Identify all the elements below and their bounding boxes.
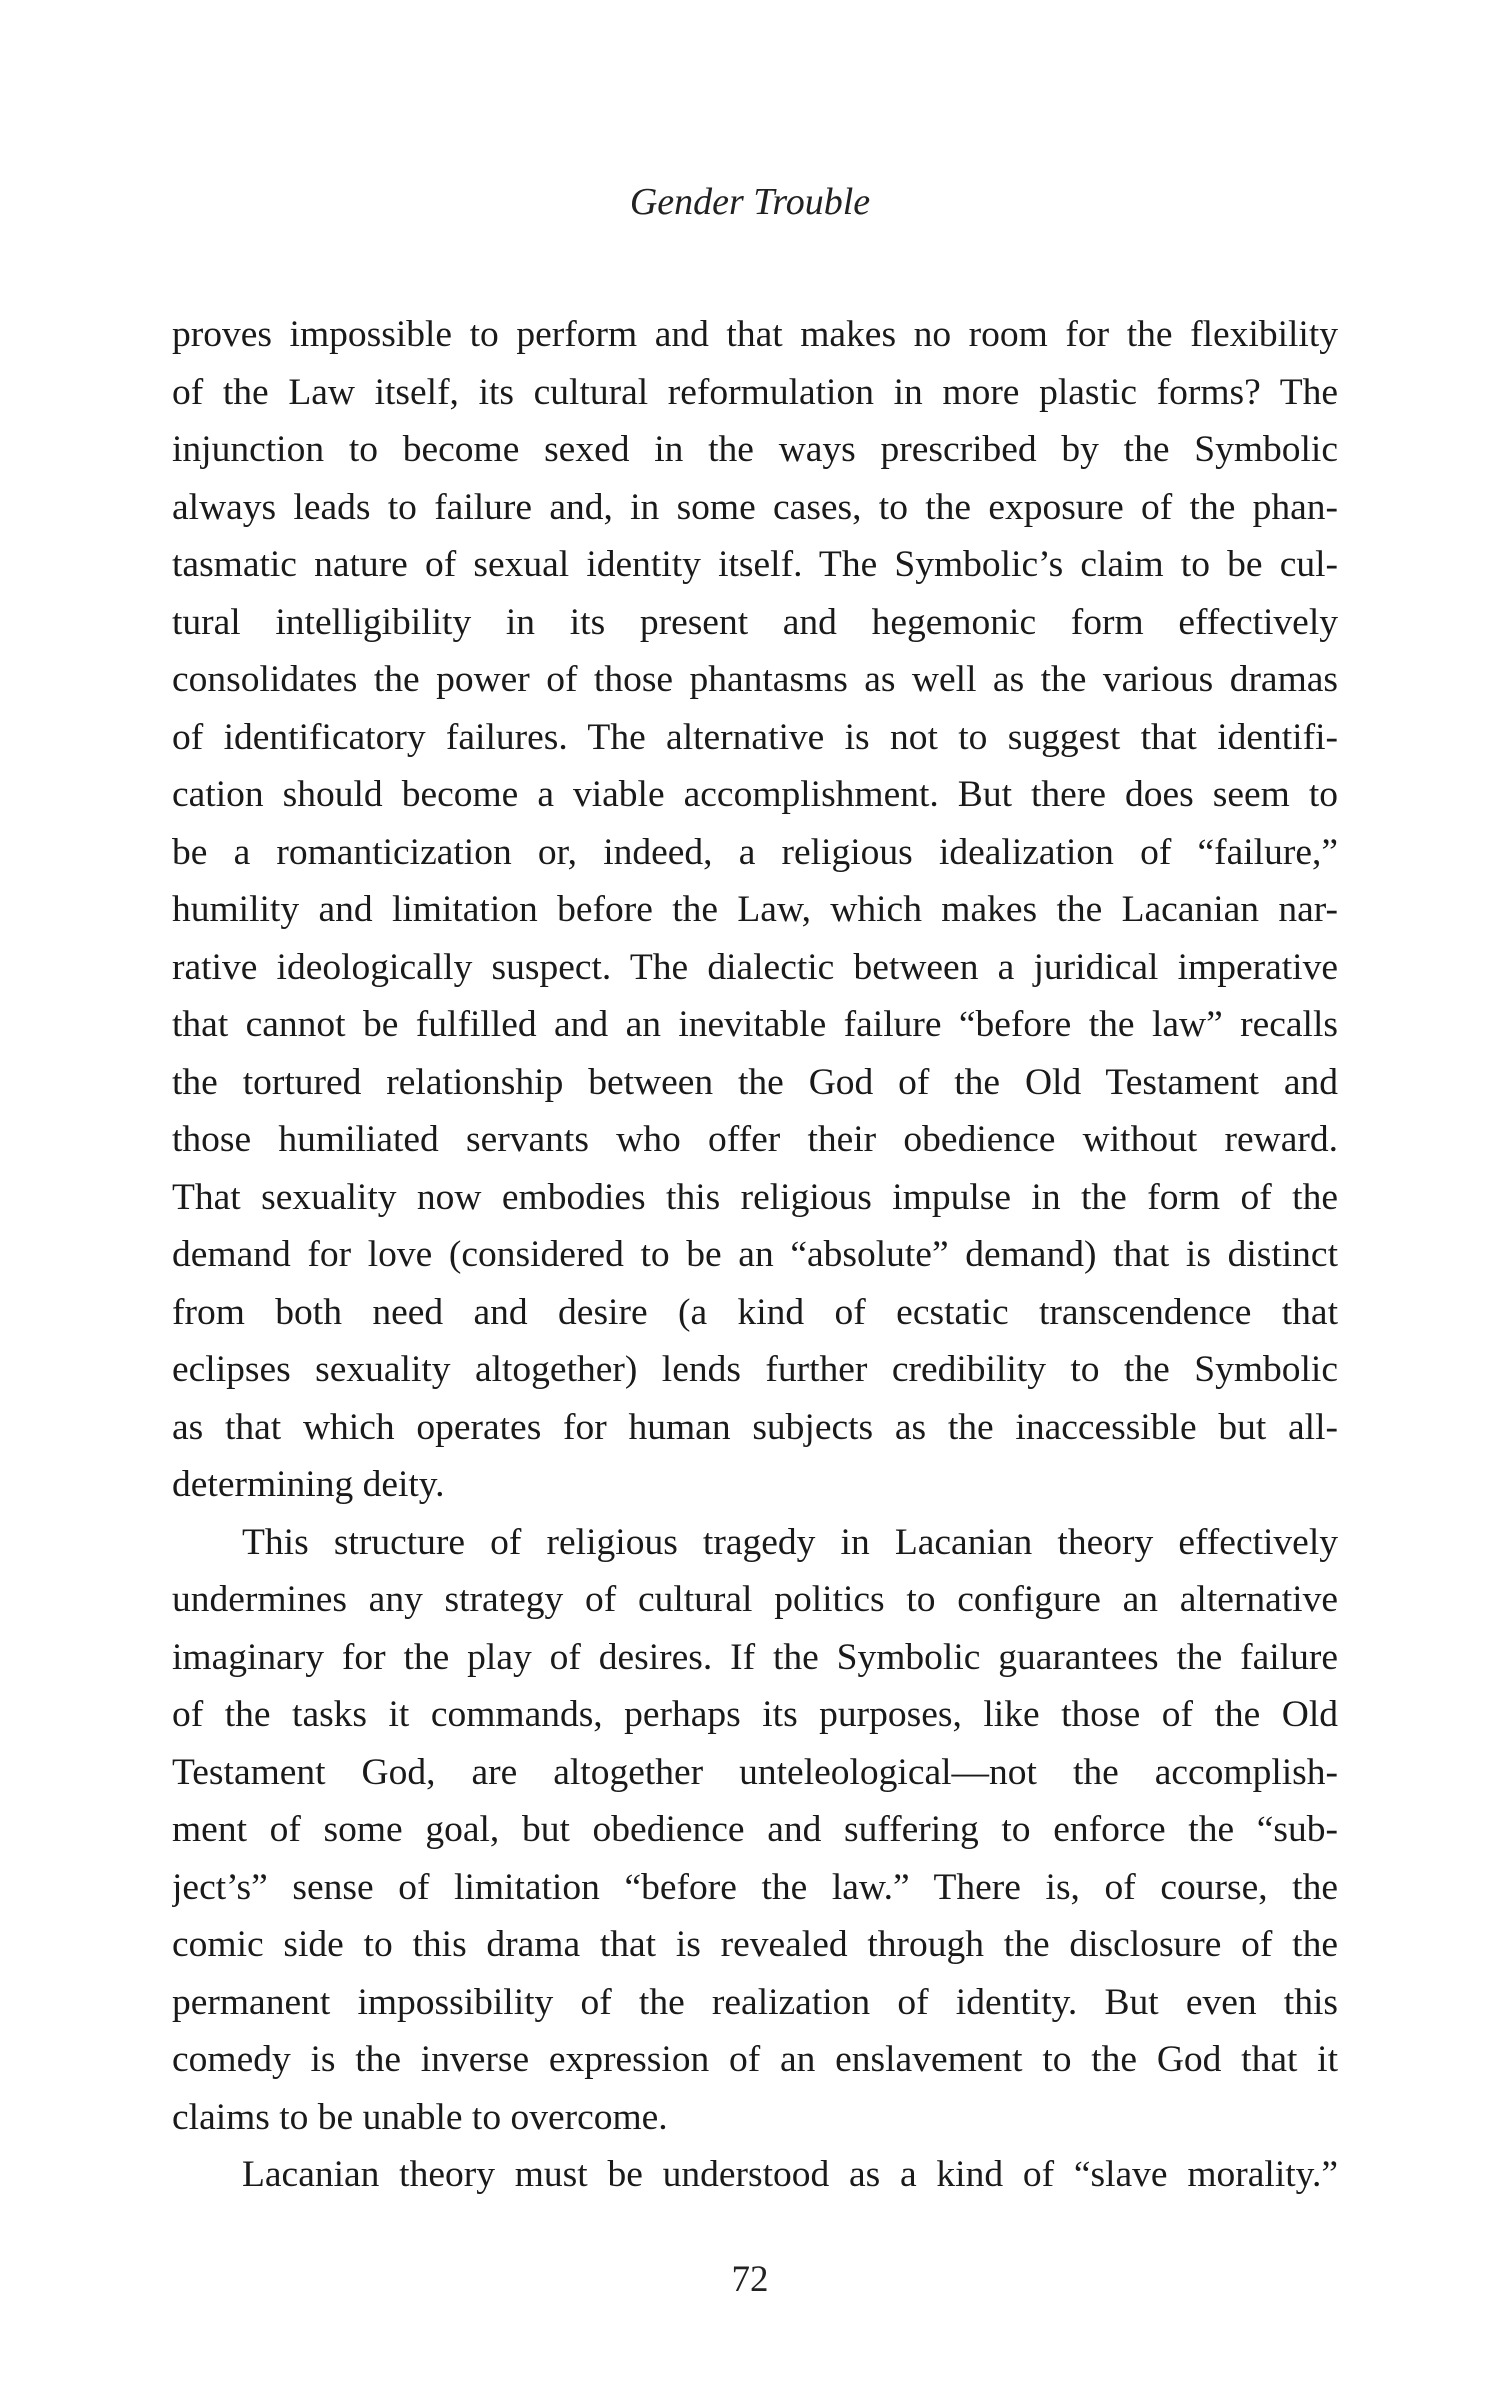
text-line: as that which operates for human subjects as the inaccessible but all- <box>172 1406 1338 1448</box>
text-line: always leads to failure and, in some cases, to the exposure of the phan- <box>172 486 1338 528</box>
body-text <box>172 306 1338 2204</box>
text-line: imaginary for the play of desires. If the Symbolic guarantees the failure <box>172 1636 1338 1678</box>
text-line: proves impossible to perform and that makes no room for the flexibility <box>172 314 1338 355</box>
text-line: tural intelligibility in its present and hegemonic form effectively <box>172 601 1338 643</box>
text-line: ment of some goal, but obedience and suffering to enforce the “sub- <box>172 1809 1338 1850</box>
text-line: humility and limitation before the Law, which makes the Lacanian nar- <box>172 889 1338 930</box>
text-line: that cannot be fulfilled and an inevitable failure “before the law” recalls <box>172 1004 1338 1045</box>
text-line: consolidates the power of those phantasms as well as the various dramas <box>172 659 1338 700</box>
text-line: demand for love (considered to be an “absolute” demand) that is distinct <box>172 1234 1338 1275</box>
text-line: claims to be unable to overcome. <box>172 2096 668 2138</box>
text-line: Testament God, are altogether unteleological—not the accomplish- <box>172 1751 1338 1793</box>
text-line: permanent impossibility of the realization of identity. But even this <box>172 1981 1338 2023</box>
paragraph <box>172 306 1338 1514</box>
text-line: of the tasks it commands, perhaps its purposes, like those of the Old <box>172 1694 1338 1735</box>
text-line: be a romanticization or, indeed, a religious idealization of “failure,” <box>172 831 1338 873</box>
text-line: from both need and desire (a kind of ecstatic transcendence that <box>172 1291 1338 1333</box>
paragraph <box>172 1514 1338 2147</box>
running-head: Gender Trouble <box>629 181 871 223</box>
text-line: This structure of religious tragedy in Lacanian theory effectively <box>242 1521 1338 1563</box>
text-line: determining deity. <box>172 1464 445 1505</box>
text-line: injunction to become sexed in the ways prescribed by the Symbolic <box>172 429 1338 470</box>
text-line: undermines any strategy of cultural politics to configure an alternative <box>172 1579 1338 1620</box>
text-line: those humiliated servants who offer their obedience without reward. <box>172 1119 1338 1160</box>
text-line: That sexuality now embodies this religious impulse in the form of the <box>172 1176 1338 1218</box>
text-line: tasmatic nature of sexual identity itself. The Symbolic’s claim to be cul- <box>172 544 1338 585</box>
text-line: of identificatory failures. The alternative is not to suggest that identifi- <box>172 716 1338 758</box>
text-line: cation should become a viable accomplishment. But there does seem to <box>172 774 1338 815</box>
text-line: rative ideologically suspect. The dialectic between a juridical imperative <box>172 946 1338 988</box>
text-line: Lacanian theory must be understood as a kind of “slave morality.” <box>242 2154 1338 2195</box>
text-line: ject’s” sense of limitation “before the law.” There is, of course, the <box>172 1866 1338 1908</box>
page-number: 72 <box>731 2259 769 2300</box>
text-line: of the Law itself, its cultural reformulation in more plastic forms? The <box>172 371 1338 413</box>
paragraph <box>172 2146 1338 2204</box>
text-line: comedy is the inverse expression of an enslavement to the God that it <box>172 2039 1338 2080</box>
text-line: eclipses sexuality altogether) lends further credibility to the Symbolic <box>172 1349 1338 1390</box>
text-line: the tortured relationship between the God of the Old Testament and <box>172 1061 1338 1103</box>
text-line: comic side to this drama that is revealed through the disclosure of the <box>172 1924 1338 1965</box>
